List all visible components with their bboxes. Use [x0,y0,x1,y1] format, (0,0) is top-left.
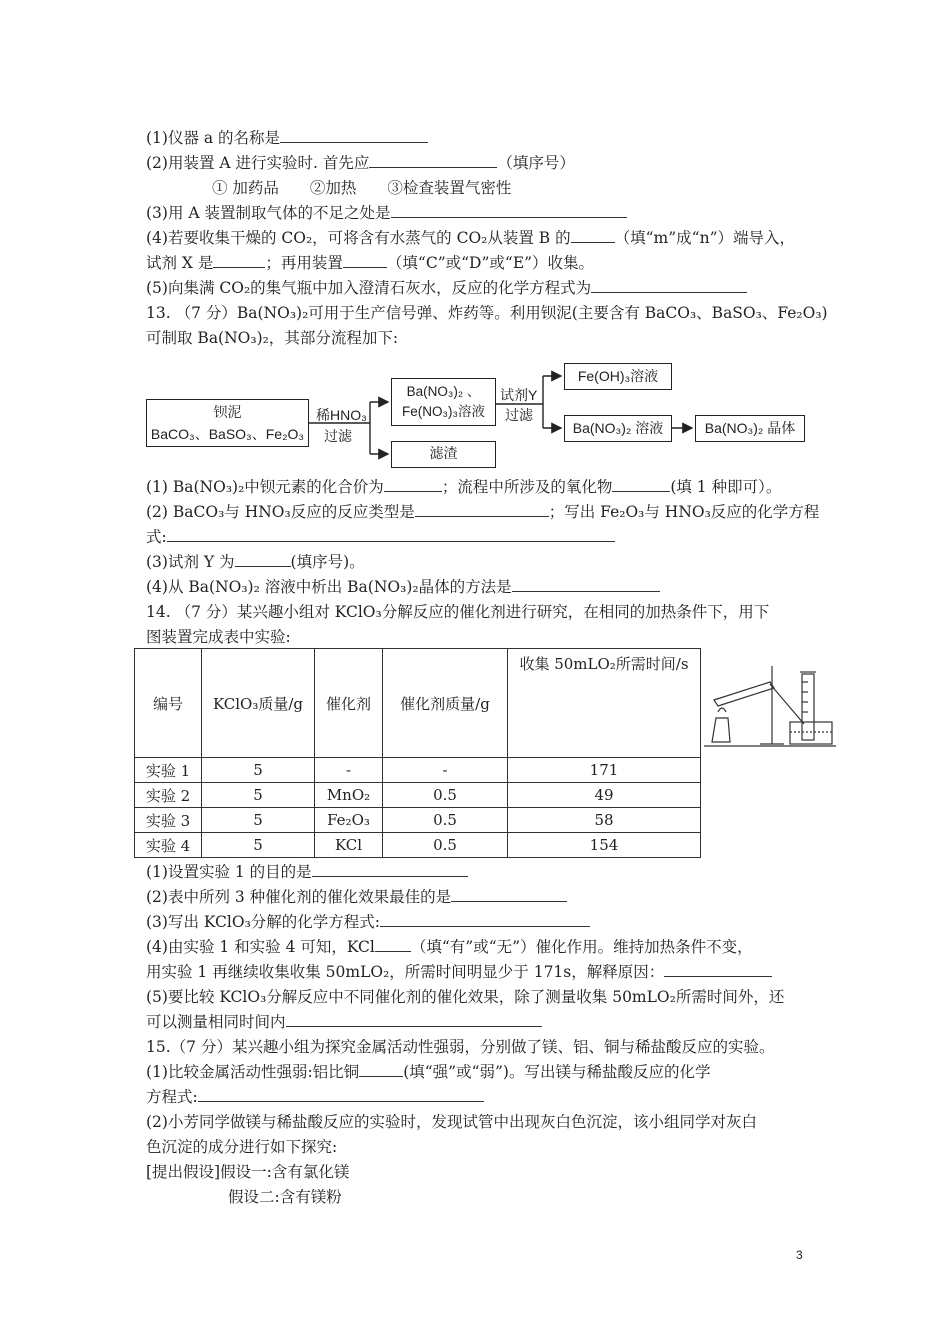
answer-blank[interactable] [286,1012,542,1027]
q12-line5: (5)向集满 CO₂的集气瓶中加入澄清石灰水，反应的化学方程式为 [146,278,747,298]
q14-sub4-cont: 用实验 1 再继续收集收集 50mLO₂，所需时间明显少于 171s，解释原因： [146,962,772,982]
answer-blank[interactable] [167,527,615,542]
table-row: 实验 3 5 Fe₂O₃ 0.5 58 [135,808,701,833]
q14-sub5-cont: 可以测量相同时间内 [146,1012,542,1032]
header-cell: KClO₃质量/g [202,649,315,758]
q13-intro1: 13. （7 分）Ba(NO₃)₂可用于生产信号弹、炸药等。利用钡泥(主要含有 BaCO₃、BaSO₃、Fe₂O₃) [146,304,828,322]
q15-hypothesis1: [提出假设]假设一:含有氯化镁 [146,1163,350,1181]
q14-sub4: (4)由实验 1 和实验 4 可知，KCl （填“有”或“无”）催化作用。维持加热条件不变， [146,938,753,956]
answer-blank[interactable] [415,502,549,517]
q13-sub1: (1) Ba(NO₃)₂中钡元素的化合价为 ；流程中所涉及的氧化物 (填 1 种即可）。 [146,478,782,496]
apparatus-illustration [704,660,836,752]
answer-blank[interactable] [235,552,291,567]
flow-box-residue: 滤渣 [391,441,496,468]
q12-line4-cont: 试剂 X 是 ；再用装置 （填“C”或“D”或“E”）收集。 [146,254,595,272]
q15-hypothesis2: 假设二:含有镁粉 [228,1188,342,1206]
header-cell: 催化剂质量/g [383,649,508,758]
q12-line3: (3)用 A 装置制取气体的不足之处是 [146,203,627,223]
q15-sub1: (1)比较金属活动性强弱:铝比铜 (填“强”或“弱”)。写出镁与稀盐酸反应的化学 [146,1063,711,1081]
flow-label-reagent-y: 试剂Y [500,387,538,403]
q15-sub2: (2)小芳同学做镁与稀盐酸反应的实验时，发现试管中出现灰白色沉淀，该小组同学对灰白 [146,1113,757,1131]
q15-sub2-cont: 色沉淀的成分进行如下探究: [146,1138,338,1156]
header-cell: 收集 50mLO₂所需时间/s [508,649,701,758]
flow-box-barium-nitrate-crystal: Ba(NO₃)₂ 晶体 [695,415,805,442]
table-row: 实验 2 5 MnO₂ 0.5 49 [135,783,701,808]
page-number: 3 [796,1248,803,1262]
answer-blank[interactable] [512,577,660,592]
q13-sub2-cont: 式: [146,527,615,547]
q12-line2: (2)用装置 A 进行实验时. 首先应 （填序号） [146,154,575,172]
header-cell: 催化剂 [315,649,383,758]
q12-line4: (4)若要收集干燥的 CO₂，可将含有水蒸气的 CO₂从装置 B 的 （填“m”成“n”）端导入， [146,229,796,247]
answer-blank[interactable] [198,1087,484,1102]
q15-sub1-cont: 方程式: [146,1087,484,1107]
answer-blank[interactable] [312,862,468,877]
q15-intro: 15.（7 分）某兴趣小组为探究金属活动性强弱，分别做了镁、铝、铜与稀盐酸反应的实验。 [146,1038,775,1056]
flow-label-filter1: 过滤 [324,429,352,445]
header-cell: 编号 [135,649,202,758]
answer-blank[interactable] [664,962,772,977]
q12-options: ① 加药品 ②加热 ③检查装置气密性 [212,179,512,197]
q14-sub3: (3)写出 KClO₃分解的化学方程式: [146,912,590,932]
answer-blank[interactable] [380,912,590,927]
answer-blank[interactable] [359,1062,403,1077]
q12-line1: (1)仪器 a 的名称是 [146,128,428,148]
q13-sub3: (3)试剂 Y 为 (填序号)。 [146,553,365,571]
flow-label-filter2: 过滤 [505,408,533,424]
q14-sub5: (5)要比较 KClO₃分解反应中不同催化剂的催化效果，除了测量收集 50mLO₂所需时间外，还 [146,988,785,1006]
q13-sub2: (2) BaCO₃与 HNO₃反应的反应类型是 ；写出 Fe₂O₃与 HNO₃反应的化学方程 [146,503,820,521]
flow-label-hno3: 稀HNO₃ [316,407,367,423]
q13-sub4: (4)从 Ba(NO₃)₂ 溶液中析出 Ba(NO₃)₂晶体的方法是 [146,577,660,597]
table-row: 实验 1 5 - - 171 [135,758,701,783]
flow-box-barium-mud: 钡泥 BaCO₃、BaSO₃、Fe₂O₃ [146,399,309,447]
answer-blank[interactable] [451,887,567,902]
flow-box-ferric-hydroxide: Fe(OH)₃溶液 [564,363,672,390]
q14-intro1: 14. （7 分）某兴趣小组对 KClO₃分解反应的催化剂进行研究，在相同的加热条件下，用下 [146,603,770,621]
q14-sub1: (1)设置实验 1 的目的是 [146,862,468,882]
answer-blank[interactable] [375,937,411,952]
table-row: 实验 4 5 KCl 0.5 154 [135,833,701,858]
q13-intro2: 可制取 Ba(NO₃)₂，其部分流程加下: [146,329,399,347]
catalyst-table [134,648,701,858]
flow-box-barium-nitrate-solution: Ba(NO₃)₂ 溶液 [564,415,672,442]
table-header-row [135,649,701,758]
answer-blank[interactable] [384,477,442,492]
flow-box-nitrate-solution: Ba(NO₃)₂ 、 Fe(NO₃)₃溶液 [391,378,496,426]
q14-sub2: (2)表中所列 3 种催化剂的催化效果最佳的是 [146,887,567,907]
answer-blank[interactable] [612,477,670,492]
q14-intro2: 图装置完成表中实验: [146,628,291,646]
